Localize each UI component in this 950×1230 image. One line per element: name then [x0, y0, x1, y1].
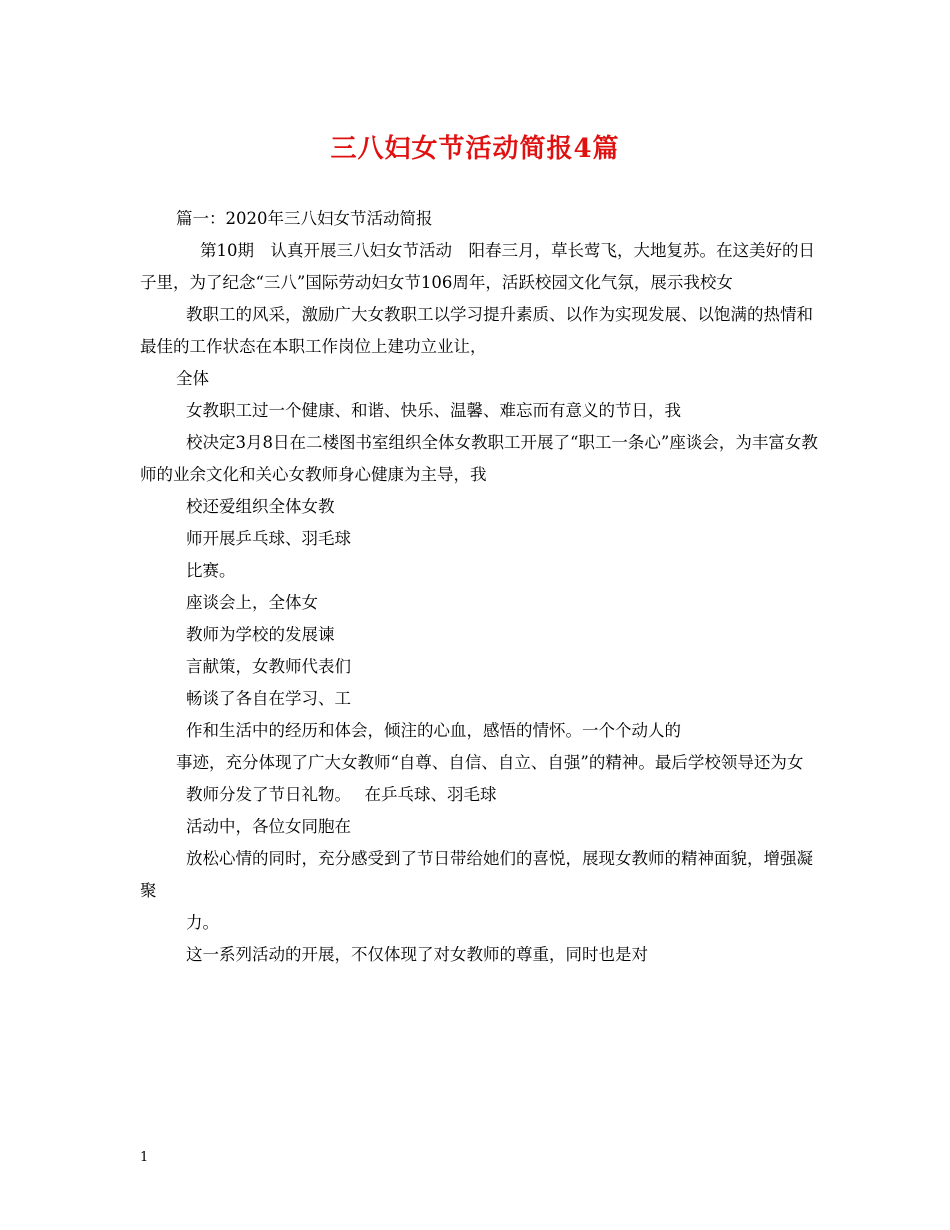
paragraph: 女教职工过一个健康、和谐、快乐、温馨、难忘而有意义的节日，我 [186, 401, 681, 420]
page-number: 1 [140, 1150, 149, 1165]
paragraph: 教师为学校的发展谏 [186, 625, 335, 644]
paragraph: 言献策，女教师代表们 [186, 657, 351, 676]
paragraph: 放松心情的同时，充分感受到了节日带给她们的喜悦，展现女教师的精神面貌，增强凝聚 [140, 849, 813, 900]
paragraph: 第10期 认真开展三八妇女节活动 阳春三月，草长莺飞，大地复苏。在这美好的日子里，为了纪念“三八”国际劳动妇女节106周年，活跃校园文化气氛，展示我校女 [140, 241, 815, 292]
paragraph: 活动中，各位女同胞在 [186, 817, 351, 836]
paragraph: 全体 [176, 369, 209, 388]
paragraph: 教师分发了节日礼物。 在乒乓球、羽毛球 [186, 785, 497, 804]
paragraph: 座谈会上，全体女 [186, 593, 318, 612]
paragraph: 事迹，充分体现了广大女教师“自尊、自信、自立、自强”的精神。最后学校领导还为女 [176, 753, 804, 772]
paragraph: 教职工的风采，激励广大女教职工以学习提升素质、以作为实现发展、以饱满的热情和最佳的工作状态在本职工作岗位上建功立业让， [140, 305, 813, 356]
paragraph: 力。 [186, 913, 219, 932]
paragraph: 畅谈了各自在学习、工 [186, 689, 351, 708]
paragraph: 作和生活中的经历和体会，倾注的心血，感悟的情怀。一个个动人的 [186, 721, 681, 740]
paragraph: 校还爱组织全体女教 [186, 497, 335, 516]
paragraph: 比赛。 [186, 561, 236, 580]
paragraph: 这一系列活动的开展，不仅体现了对女教师的尊重，同时也是对 [186, 945, 648, 964]
document-body [140, 203, 820, 971]
paragraph: 篇一：2020年三八妇女节活动简报 [176, 209, 433, 228]
paragraph: 师开展乒乓球、羽毛球 [186, 529, 351, 548]
document-title: 三八妇女节活动简报4篇 [330, 134, 620, 164]
paragraph: 校决定3月8日在二楼图书室组织全体女教职工开展了“职工一条心”座谈会，为丰富女教师的业余文化和关心女教师身心健康为主导，我 [140, 433, 818, 484]
